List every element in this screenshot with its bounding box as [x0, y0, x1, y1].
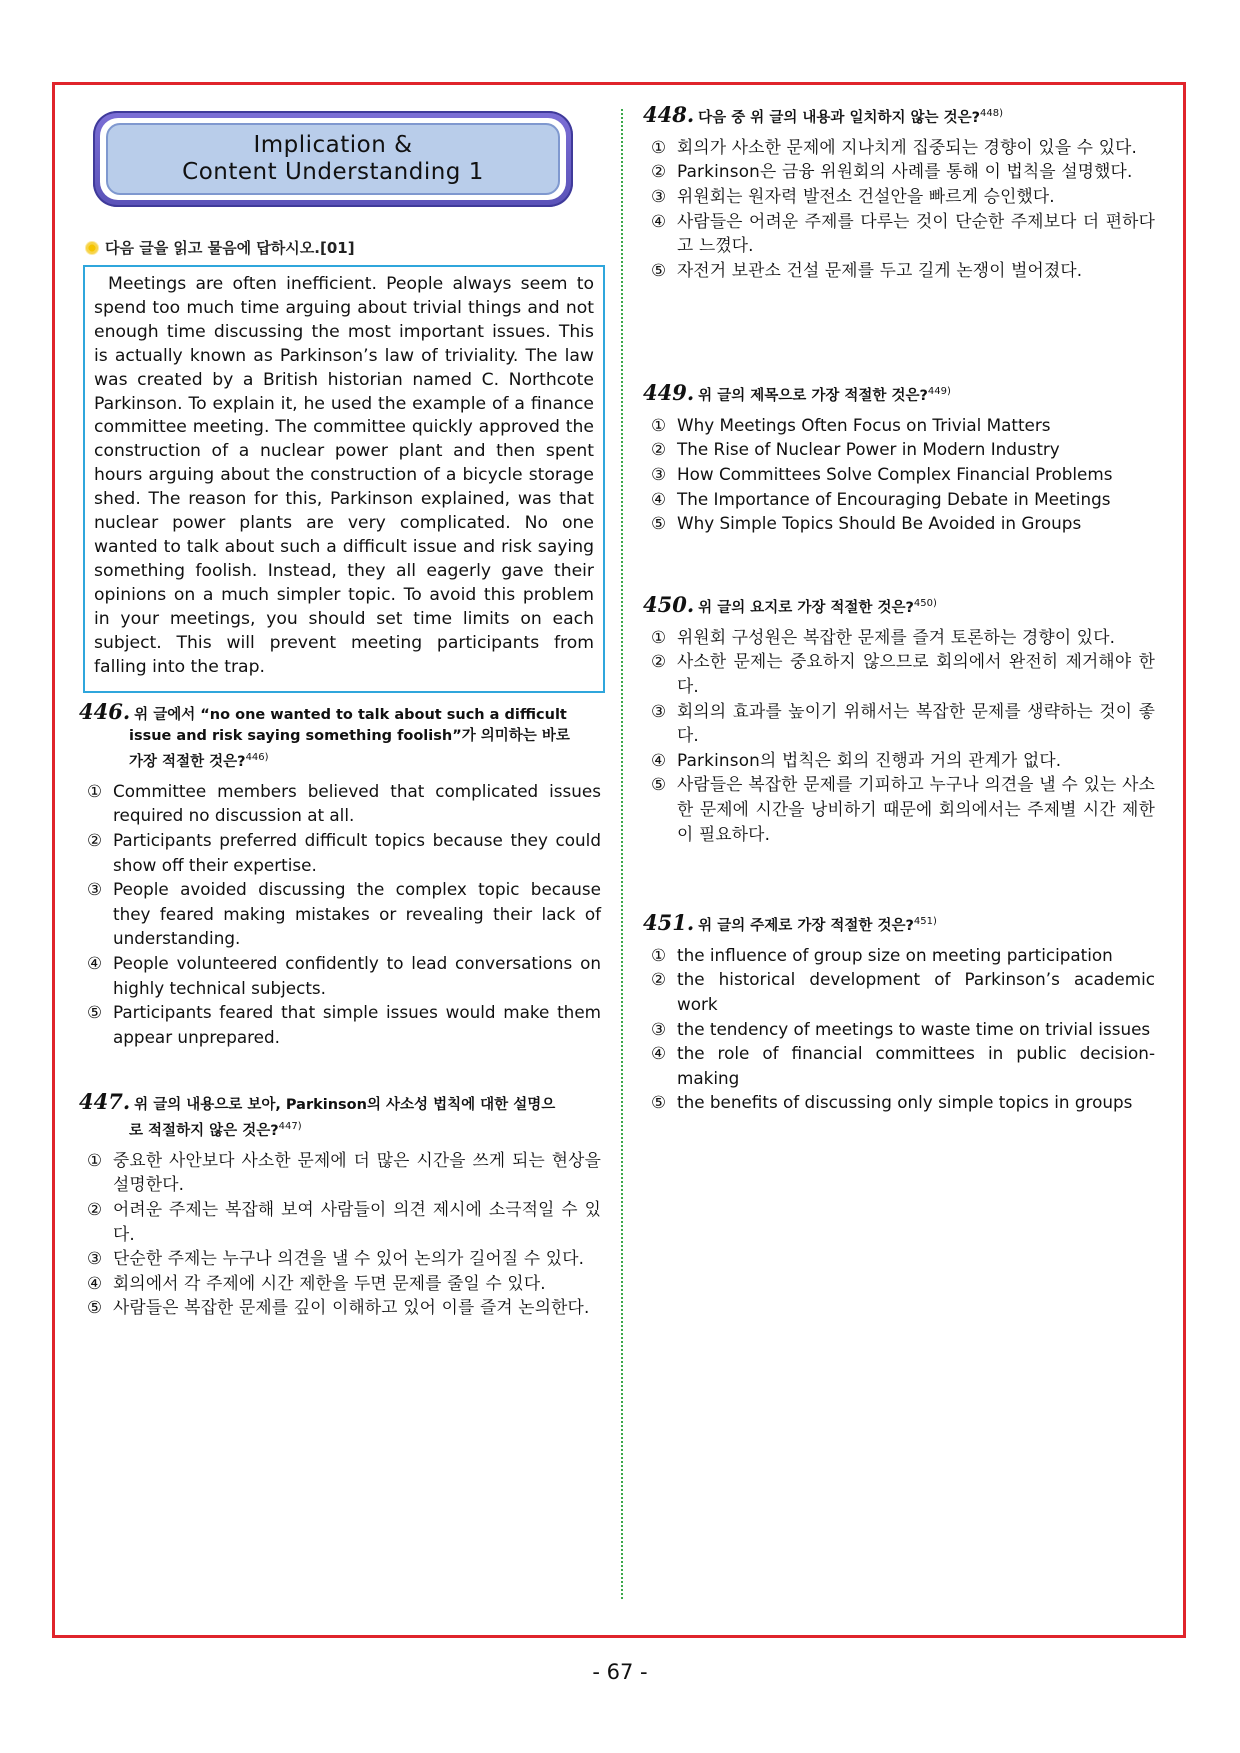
question-stem: 위 글의 내용으로 보아, Parkinson의 사소성 법칙에 대한 설명으 [134, 1097, 556, 1113]
options-list [643, 413, 1155, 536]
question-number: 450. [643, 591, 695, 617]
question-number: 446. [79, 699, 131, 724]
section-title-line2: Content Understanding 1 [182, 159, 484, 185]
question-stem-cont: issue and risk saying something foolish”가 의미하는 바로 [129, 728, 570, 744]
question-stem: 다음 중 위 글의 내용과 일치하지 않는 것은? [698, 109, 981, 126]
reading-passage: Meetings are often inefficient. People always seem to spend too much time arguing about trivial things and not enough time discussing the most important issues. This is actually known as Parkinson’s law of triviality. The law was created by a British historian named C. Northcote Parkinson. To explain it, he used the example of a finance committee meeting. The committee quickly approved the construction of a nuclear power plant and then spent hours arguing about the construction of a bicycle storage shed. The reason for this, Parkinson explained, was that nuclear power plants are very complicated. No one wanted to talk about such a difficult issue and risk saying something foolish. Instead, they all eagerly gave their opinions on a much simpler topic. To avoid this problem in your meetings, you should set time limits on each subject. This will prevent meeting participants from falling into the trap. [83, 265, 605, 693]
option-2: ② Parkinson은 금융 위원회의 사례를 통해 이 법칙을 설명했다. [651, 161, 1133, 182]
options-list [79, 779, 601, 1050]
footnote-ref: 447) [278, 1121, 302, 1132]
footnote-ref: 446) [245, 752, 269, 763]
option-2: ② The Rise of Nuclear Power in Modern Industry [651, 439, 1060, 460]
question-number: 448. [643, 101, 695, 127]
option-4: ④ People volunteered confidently to lead conversations on highly technical subjects. [87, 952, 601, 998]
option-4: ④ 회의에서 각 주제에 시간 제한을 두면 문제를 줄일 수 있다. [87, 1272, 546, 1293]
section-title-line1: Implication & [253, 132, 413, 158]
option-1: ① 위원회 구성원은 복잡한 문제를 즐겨 토론하는 경향이 있다. [651, 626, 1116, 647]
page-frame [52, 82, 1186, 1638]
option-2: ② the historical development of Parkinson’s academic work [651, 969, 1155, 1015]
option-3: ③ 단순한 주제는 누구나 의견을 낼 수 있어 논의가 길어질 수 있다. [87, 1248, 585, 1269]
question-stem: 위 글의 주제로 가장 적절한 것은? [698, 917, 914, 934]
option-4: ④ the role of financial committees in public decision-making [651, 1043, 1155, 1088]
question-447 [79, 1091, 601, 1320]
option-2: ② 어려운 주제는 복잡해 보여 사람들이 의견 제시에 소극적일 수 있다. [87, 1199, 601, 1244]
question-number: 449. [643, 379, 695, 405]
question-stem: 위 글의 제목으로 가장 적절한 것은? [698, 387, 928, 404]
option-1: ① 중요한 사안보다 사소한 문제에 더 많은 시간을 쓰게 되는 현상을 설명한다. [87, 1149, 601, 1195]
option-4: ④ Parkinson의 법칙은 회의 진행과 거의 관계가 없다. [651, 749, 1062, 770]
instruction [85, 237, 355, 258]
question-number: 451. [643, 909, 695, 935]
option-5: ⑤ the benefits of discussing only simple topics in groups [651, 1092, 1133, 1113]
footnote-ref: 449) [927, 386, 951, 397]
question-stem-cont: 가장 적절한 것은? [129, 753, 246, 770]
column-divider [621, 109, 623, 1599]
option-5: ⑤ 자전거 보관소 건설 문제를 두고 길게 논쟁이 벌어졌다. [651, 259, 1083, 280]
options-list [643, 135, 1155, 283]
footnote-ref: 451) [913, 916, 937, 927]
option-3: ③ How Committees Solve Complex Financial Problems [651, 464, 1113, 485]
option-5: ⑤ Participants feared that simple issues would make them appear unprepared. [87, 1002, 601, 1047]
options-list [643, 625, 1155, 846]
question-stem-cont: 로 적절하지 않은 것은? [129, 1122, 279, 1139]
option-3: ③ 위원회는 원자력 발전소 건설안을 빠르게 승인했다. [651, 186, 1055, 207]
footnote-ref: 450) [913, 598, 937, 609]
option-2: ② Participants preferred difficult topics because they could show off their expertise. [87, 830, 601, 875]
footnote-ref: 448) [980, 108, 1004, 119]
option-5: ⑤ Why Simple Topics Should Be Avoided in Groups [651, 513, 1082, 534]
option-1: ① Committee members believed that complicated issues required no discussion at all. [87, 780, 601, 826]
option-1: ① 회의가 사소한 문제에 지나치게 집중되는 경향이 있을 수 있다. [651, 136, 1138, 157]
question-stem: 위 글의 요지로 가장 적절한 것은? [698, 599, 914, 616]
question-448 [643, 103, 1155, 282]
question-451 [643, 911, 1155, 1115]
option-3: ③ the tendency of meetings to waste time on trivial issues [651, 1018, 1151, 1039]
flower-icon [85, 241, 99, 255]
options-list [79, 1148, 601, 1320]
option-3: ③ People avoided discussing the complex topic because they feared making mistakes or revealing their lack of understanding. [87, 879, 601, 949]
option-3: ③ 회의의 효과를 높이기 위해서는 복잡한 문제를 생략하는 것이 좋다. [651, 700, 1155, 746]
options-list [643, 943, 1155, 1115]
section-title-banner [93, 111, 573, 207]
question-stem: 위 글에서 “no one wanted to talk about such a difficult [134, 707, 567, 723]
option-1: ① Why Meetings Often Focus on Trivial Matters [651, 414, 1051, 435]
option-4: ④ The Importance of Encouraging Debate in Meetings [651, 488, 1111, 509]
option-4: ④ 사람들은 어려운 주제를 다루는 것이 단순한 주제보다 더 편하다고 느꼈다. [651, 210, 1155, 256]
instruction-text: 다음 글을 읽고 물음에 답하시오.[01] [105, 239, 355, 257]
question-number: 447. [79, 1089, 131, 1114]
option-5: ⑤ 사람들은 복잡한 문제를 깊이 이해하고 있어 이를 즐겨 논의한다. [87, 1297, 590, 1318]
question-450 [643, 593, 1155, 846]
option-2: ② 사소한 문제는 중요하지 않으므로 회의에서 완전히 제거해야 한다. [651, 651, 1155, 697]
option-1: ① the influence of group size on meeting participation [651, 944, 1113, 965]
question-449 [643, 381, 1155, 536]
option-5: ⑤ 사람들은 복잡한 문제를 기피하고 누구나 의견을 낼 수 있는 사소한 문제에 시간을 낭비하기 때문에 회의에서는 주제별 시간 제한이 필요하다. [651, 774, 1155, 844]
page-number: - 67 - [592, 1660, 648, 1684]
question-446 [79, 701, 601, 1049]
